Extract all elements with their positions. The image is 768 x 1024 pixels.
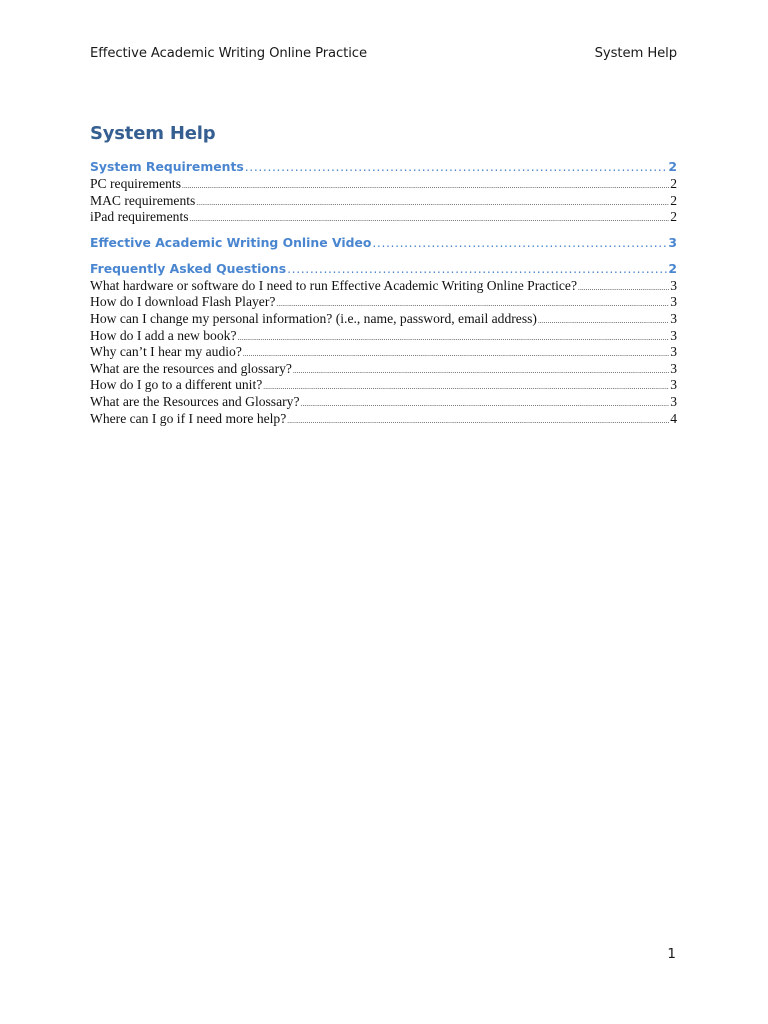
toc-entry-faq-personal-info[interactable] xyxy=(90,311,677,328)
toc-entry-faq-resources-glossary[interactable] xyxy=(90,361,677,378)
toc-dot-leader xyxy=(182,178,669,193)
toc-entry-page: 4 xyxy=(670,410,677,426)
toc-entry-faq[interactable] xyxy=(90,260,677,278)
toc-entry-page: 3 xyxy=(670,327,677,343)
toc-dot-leader xyxy=(263,379,669,394)
toc-entry-page: 3 xyxy=(670,360,677,376)
toc-entry-label: Frequently Asked Questions xyxy=(90,260,287,276)
toc-entry-label: Where can I go if I need more help? xyxy=(90,410,287,426)
toc-entry-label: What are the resources and glossary? xyxy=(90,360,292,376)
toc-entry-label: MAC requirements xyxy=(90,192,196,208)
toc-entry-page: 3 xyxy=(668,234,677,250)
toc-dot-leader xyxy=(196,195,669,210)
toc-entry-page: 3 xyxy=(670,277,677,293)
toc-entry-page: 2 xyxy=(670,176,677,191)
toc-entry-faq-different-unit[interactable] xyxy=(90,377,677,394)
toc-entry-label: System Requirements xyxy=(90,159,244,174)
header-section-title: System Help xyxy=(594,46,677,61)
toc-dot-leader xyxy=(538,313,669,328)
toc-dot-leader xyxy=(287,413,669,428)
toc-entry-faq-add-book[interactable] xyxy=(90,328,677,345)
toc-dot-leader xyxy=(243,346,669,361)
toc-entry-label: How can I change my personal information? (i.e., name, password, email address) xyxy=(90,310,537,326)
toc-dot-leader xyxy=(245,158,668,176)
toc-entry-online-video[interactable] xyxy=(90,234,677,252)
toc-entry-pc-requirements[interactable] xyxy=(90,176,677,193)
toc-entry-faq-resources-glossary-caps[interactable] xyxy=(90,394,677,411)
toc-entry-faq-flash-player[interactable] xyxy=(90,294,677,311)
toc-entry-page: 3 xyxy=(670,377,677,393)
toc-entry-label: Effective Academic Writing Online Video xyxy=(90,234,372,250)
toc-entry-label: Why can’t I hear my audio? xyxy=(90,344,242,360)
toc-dot-leader xyxy=(301,396,670,411)
toc-entry-page: 3 xyxy=(670,294,677,310)
toc-entry-label: PC requirements xyxy=(90,176,181,191)
toc-entry-page: 3 xyxy=(670,393,677,409)
toc-entry-label: What hardware or software do I need to run Effective Academic Writing Online Practice? xyxy=(90,277,577,293)
toc-entry-ipad-requirements[interactable] xyxy=(90,209,677,226)
toc-entry-system-requirements[interactable] xyxy=(90,158,677,176)
toc-dot-leader xyxy=(276,296,669,311)
toc-entry-label: What are the Resources and Glossary? xyxy=(90,393,300,409)
toc-entry-label: How do I add a new book? xyxy=(90,327,237,343)
toc-entry-page: 3 xyxy=(670,310,677,326)
toc-entry-faq-more-help[interactable] xyxy=(90,411,677,428)
page-title: System Help xyxy=(90,123,216,144)
toc-entry-page: 2 xyxy=(668,159,677,174)
header-document-title: Effective Academic Writing Online Practice xyxy=(90,46,367,61)
toc-dot-leader xyxy=(190,211,670,226)
toc-entry-label: iPad requirements xyxy=(90,209,189,225)
toc-entry-page: 2 xyxy=(668,260,677,276)
table-of-contents xyxy=(90,158,677,427)
toc-dot-leader xyxy=(237,330,669,345)
toc-entry-faq-hardware-software[interactable] xyxy=(90,278,677,295)
toc-entry-faq-audio[interactable] xyxy=(90,344,677,361)
toc-entry-page: 2 xyxy=(670,209,677,225)
toc-entry-page: 3 xyxy=(670,344,677,360)
toc-dot-leader xyxy=(293,363,669,378)
toc-entry-label: How do I download Flash Player? xyxy=(90,294,276,310)
page-number: 1 xyxy=(667,946,676,962)
toc-entry-page: 2 xyxy=(670,192,677,208)
toc-entry-mac-requirements[interactable] xyxy=(90,193,677,210)
toc-entry-label: How do I go to a different unit? xyxy=(90,377,263,393)
toc-dot-leader xyxy=(287,260,667,278)
page-header xyxy=(90,46,677,66)
toc-dot-leader xyxy=(372,234,667,252)
toc-dot-leader xyxy=(578,280,669,295)
